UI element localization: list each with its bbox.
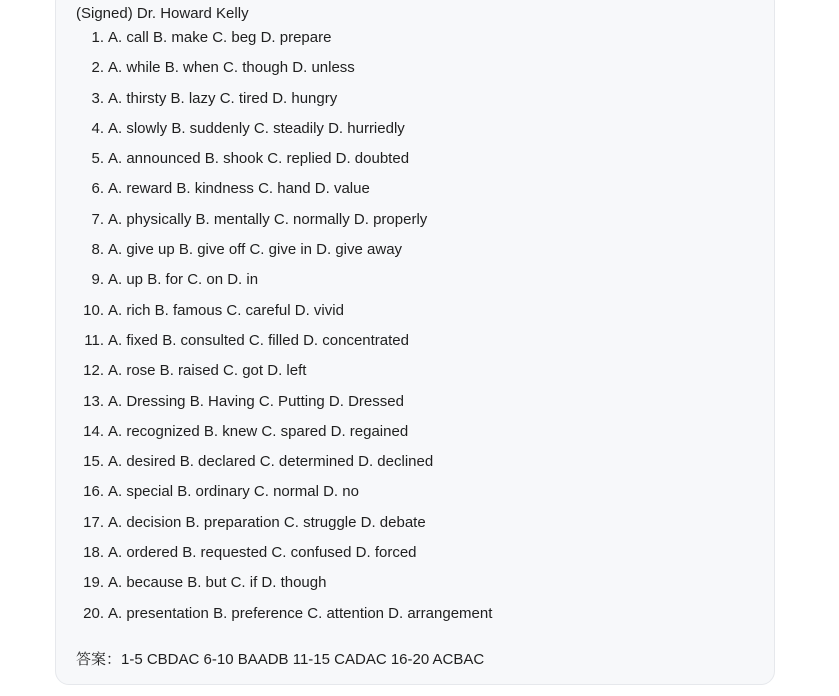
item-number: 20. [83,604,104,622]
item-number: 10. [83,301,104,319]
item-options: A. special B. ordinary C. normal D. no [108,483,359,501]
item-options: A. up B. for C. on D. in [108,271,259,289]
item-options: A. announced B. shook C. replied D. doubted [108,150,410,168]
answer-key: 答案：1-5 CBDAC 6-10 BAADB 11-15 CADAC 16-20 ACBAC [76,651,485,668]
item-options: A. rich B. famous C. careful D. vivid [108,301,344,319]
item-number: 5. [91,150,104,168]
item-number: 3. [91,89,104,107]
item-options: A. rose B. raised C. got D. left [108,362,307,380]
item-number: 12. [83,362,104,380]
item-number: 8. [91,241,104,259]
item-number: 7. [91,210,104,228]
item-number: 6. [91,180,104,198]
item-number: 1. [91,29,104,46]
item-number: 17. [83,513,104,531]
item-options: A. give up B. give off C. give in D. give away [108,241,403,259]
item-options: A. slowly B. suddenly C. steadily D. hurriedly [108,119,405,137]
item-number: 15. [83,453,104,471]
item-options: A. physically B. mentally C. normally D. properly [108,210,428,228]
item-options: A. fixed B. consulted C. filled D. concentrated [108,331,409,349]
item-options: A. decision B. preparation C. struggle D. debate [108,513,426,531]
item-number: 9. [91,271,104,289]
item-number: 2. [91,59,104,77]
item-number: 19. [83,574,104,592]
item-options: A. Dressing B. Having C. Putting D. Dressed [108,392,404,410]
signature-line: (Signed) Dr. Howard Kelly [76,5,249,22]
item-options: A. call B. make C. beg D. prepare [108,29,332,46]
item-options: A. reward B. kindness C. hand D. value [108,180,370,198]
item-number: 16. [83,483,104,501]
item-options: A. because B. but C. if D. though [108,574,327,592]
item-options: A. presentation B. preference C. attention D. arrangement [108,604,493,622]
item-number: 13. [83,392,104,410]
item-options: A. thirsty B. lazy C. tired D. hungry [108,89,338,107]
item-number: 14. [83,422,104,440]
item-number: 11. [84,331,104,349]
item-options: A. recognized B. knew C. spared D. regained [108,422,409,440]
item-options: A. while B. when C. though D. unless [108,59,355,77]
item-number: 18. [83,544,104,562]
item-options: A. ordered B. requested C. confused D. forced [108,544,417,562]
item-number: 4. [91,119,104,137]
message-card [55,0,775,685]
item-options: A. desired B. declared C. determined D. declined [108,453,434,471]
